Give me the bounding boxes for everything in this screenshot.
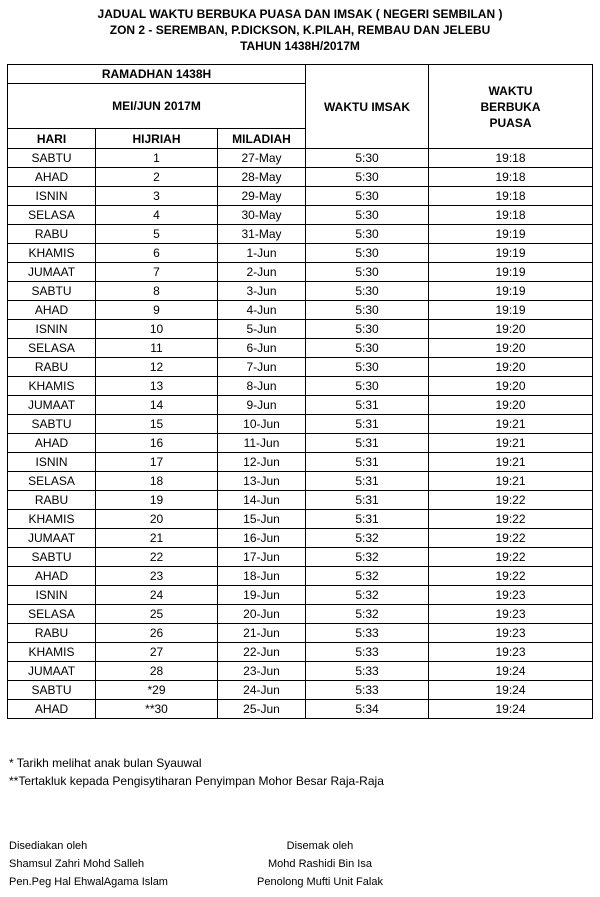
prepared-label: Disediakan oleh xyxy=(9,840,88,852)
table-row xyxy=(8,168,593,187)
berbuka-cell: 19:20 xyxy=(429,339,593,358)
berbuka-cell: 19:19 xyxy=(429,263,593,282)
hijriah-cell: 13 xyxy=(96,377,218,396)
imsak-cell: 5:30 xyxy=(306,282,429,301)
hari-cell: AHAD xyxy=(8,301,96,320)
hari-cell: AHAD xyxy=(8,700,96,719)
table-row xyxy=(8,415,593,434)
miladiah-cell: 28-May xyxy=(218,168,306,187)
miladiah-cell: 7-Jun xyxy=(218,358,306,377)
hijriah-cell: 16 xyxy=(96,434,218,453)
miladiah-cell: 27-May xyxy=(218,149,306,168)
hari-cell: JUMAAT xyxy=(8,263,96,282)
miladiah-cell: 4-Jun xyxy=(218,301,306,320)
table-row xyxy=(8,700,593,719)
miladiah-cell: 19-Jun xyxy=(218,586,306,605)
berbuka-cell: 19:21 xyxy=(429,434,593,453)
berbuka-header-label: WAKTU BERBUKA PUASA xyxy=(480,83,541,130)
table-row xyxy=(8,225,593,244)
prepared-name: Shamsul Zahri Mohd Salleh xyxy=(9,858,145,870)
imsak-cell: 5:30 xyxy=(306,377,429,396)
hari-cell: SABTU xyxy=(8,681,96,700)
table-row xyxy=(8,605,593,624)
miladiah-cell: 15-Jun xyxy=(218,510,306,529)
hari-cell: ISNIN xyxy=(8,586,96,605)
imsak-cell: 5:30 xyxy=(306,301,429,320)
miladiah-cell: 16-Jun xyxy=(218,529,306,548)
hijriah-cell: 10 xyxy=(96,320,218,339)
miladiah-cell: 30-May xyxy=(218,206,306,225)
table-row xyxy=(8,339,593,358)
hari-cell: SABTU xyxy=(8,282,96,301)
table-row xyxy=(8,548,593,567)
miladiah-cell: 21-Jun xyxy=(218,624,306,643)
miladiah-cell: 11-Jun xyxy=(218,434,306,453)
hijriah-cell: 24 xyxy=(96,586,218,605)
miladiah-cell: 9-Jun xyxy=(218,396,306,415)
miladiah-cell: 20-Jun xyxy=(218,605,306,624)
hari-cell: AHAD xyxy=(8,434,96,453)
prepared-by-block xyxy=(9,837,168,891)
table-row xyxy=(8,434,593,453)
berbuka-cell: 19:24 xyxy=(429,681,593,700)
hari-cell: SABTU xyxy=(8,149,96,168)
berbuka-cell: 19:18 xyxy=(429,206,593,225)
hijriah-cell: 22 xyxy=(96,548,218,567)
miladiah-cell: 31-May xyxy=(218,225,306,244)
hari-cell: ISNIN xyxy=(8,320,96,339)
berbuka-cell: 19:23 xyxy=(429,624,593,643)
footnote-1: * Tarikh melihat anak bulan Syauwal xyxy=(9,756,202,770)
table-row xyxy=(8,586,593,605)
hari-cell: JUMAAT xyxy=(8,529,96,548)
hari-cell: KHAMIS xyxy=(8,377,96,396)
hijriah-cell: 27 xyxy=(96,643,218,662)
hari-cell: RABU xyxy=(8,624,96,643)
table-row xyxy=(8,320,593,339)
berbuka-cell: 19:21 xyxy=(429,415,593,434)
hari-cell: RABU xyxy=(8,491,96,510)
hijriah-cell: 11 xyxy=(96,339,218,358)
imsak-cell: 5:31 xyxy=(306,491,429,510)
imsak-cell: 5:32 xyxy=(306,567,429,586)
miladiah-cell: 14-Jun xyxy=(218,491,306,510)
hari-cell: AHAD xyxy=(8,567,96,586)
berbuka-cell: 19:22 xyxy=(429,510,593,529)
hari-header: HARI xyxy=(8,129,96,149)
hijriah-cell: 19 xyxy=(96,491,218,510)
imsak-cell: 5:30 xyxy=(306,339,429,358)
table-row xyxy=(8,624,593,643)
footnote-2: **Tertakluk kepada Pengisytiharan Penyimpan Mohor Besar Raja-Raja xyxy=(9,774,384,788)
table-row xyxy=(8,358,593,377)
miladiah-cell: 1-Jun xyxy=(218,244,306,263)
imsak-cell: 5:30 xyxy=(306,263,429,282)
hari-cell: KHAMIS xyxy=(8,244,96,263)
hari-cell: RABU xyxy=(8,225,96,244)
imsak-cell: 5:31 xyxy=(306,510,429,529)
hari-cell: AHAD xyxy=(8,168,96,187)
table-row xyxy=(8,244,593,263)
imsak-cell: 5:31 xyxy=(306,453,429,472)
imsak-cell: 5:32 xyxy=(306,529,429,548)
hijriah-cell: 7 xyxy=(96,263,218,282)
berbuka-cell: 19:23 xyxy=(429,586,593,605)
hijriah-cell: 28 xyxy=(96,662,218,681)
table-row xyxy=(8,567,593,586)
hari-cell: JUMAAT xyxy=(8,396,96,415)
checked-by-block xyxy=(257,837,383,891)
hijriah-cell: 12 xyxy=(96,358,218,377)
imsak-cell: 5:30 xyxy=(306,225,429,244)
hari-cell: ISNIN xyxy=(8,187,96,206)
hari-cell: SABTU xyxy=(8,548,96,567)
hijriah-cell: 25 xyxy=(96,605,218,624)
hari-cell: RABU xyxy=(8,358,96,377)
hijriah-cell: 9 xyxy=(96,301,218,320)
month-header: MEI/JUN 2017M xyxy=(8,84,306,129)
imsak-cell: 5:30 xyxy=(306,206,429,225)
imsak-cell: 5:30 xyxy=(306,320,429,339)
hijriah-cell: 26 xyxy=(96,624,218,643)
imsak-header: WAKTU IMSAK xyxy=(306,65,429,149)
table-row xyxy=(8,453,593,472)
berbuka-cell: 19:19 xyxy=(429,244,593,263)
hijriah-cell: 8 xyxy=(96,282,218,301)
hari-cell: SABTU xyxy=(8,415,96,434)
title-line-1: JADUAL WAKTU BERBUKA PUASA DAN IMSAK ( NEGERI SEMBILAN ) xyxy=(97,7,503,21)
schedule-body xyxy=(8,149,593,719)
imsak-cell: 5:33 xyxy=(306,643,429,662)
berbuka-header xyxy=(429,65,593,149)
miladiah-cell: 24-Jun xyxy=(218,681,306,700)
miladiah-header: MILADIAH xyxy=(218,129,306,149)
hari-cell: JUMAAT xyxy=(8,662,96,681)
hari-cell: SELASA xyxy=(8,605,96,624)
miladiah-cell: 13-Jun xyxy=(218,472,306,491)
imsak-cell: 5:30 xyxy=(306,187,429,206)
berbuka-cell: 19:23 xyxy=(429,643,593,662)
berbuka-cell: 19:22 xyxy=(429,491,593,510)
imsak-cell: 5:30 xyxy=(306,358,429,377)
imsak-cell: 5:31 xyxy=(306,472,429,491)
miladiah-cell: 8-Jun xyxy=(218,377,306,396)
berbuka-cell: 19:24 xyxy=(429,700,593,719)
berbuka-cell: 19:19 xyxy=(429,301,593,320)
miladiah-cell: 22-Jun xyxy=(218,643,306,662)
berbuka-cell: 19:19 xyxy=(429,225,593,244)
table-row xyxy=(8,301,593,320)
imsak-cell: 5:34 xyxy=(306,700,429,719)
hijriah-cell: 6 xyxy=(96,244,218,263)
miladiah-cell: 5-Jun xyxy=(218,320,306,339)
schedule-table xyxy=(7,64,593,719)
miladiah-cell: 17-Jun xyxy=(218,548,306,567)
ramadhan-header: RAMADHAN 1438H xyxy=(8,65,306,84)
miladiah-cell: 2-Jun xyxy=(218,263,306,282)
table-row xyxy=(8,187,593,206)
footnotes xyxy=(9,754,384,790)
hijriah-cell: 23 xyxy=(96,567,218,586)
berbuka-cell: 19:21 xyxy=(429,453,593,472)
hijriah-cell: 1 xyxy=(96,149,218,168)
title-line-3: TAHUN 1438H/2017M xyxy=(240,39,360,53)
hari-cell: KHAMIS xyxy=(8,643,96,662)
table-row xyxy=(8,491,593,510)
berbuka-cell: 19:19 xyxy=(429,282,593,301)
table-row xyxy=(8,662,593,681)
table-row xyxy=(8,396,593,415)
miladiah-cell: 6-Jun xyxy=(218,339,306,358)
hijriah-cell: 20 xyxy=(96,510,218,529)
berbuka-cell: 19:18 xyxy=(429,168,593,187)
imsak-cell: 5:33 xyxy=(306,681,429,700)
imsak-cell: 5:30 xyxy=(306,149,429,168)
berbuka-cell: 19:20 xyxy=(429,358,593,377)
imsak-cell: 5:31 xyxy=(306,434,429,453)
table-row xyxy=(8,510,593,529)
hijriah-cell: 17 xyxy=(96,453,218,472)
hijriah-header: HIJRIAH xyxy=(96,129,218,149)
hijriah-cell: 4 xyxy=(96,206,218,225)
table-row xyxy=(8,206,593,225)
berbuka-cell: 19:18 xyxy=(429,149,593,168)
miladiah-cell: 18-Jun xyxy=(218,567,306,586)
berbuka-cell: 19:20 xyxy=(429,396,593,415)
table-row xyxy=(8,282,593,301)
hijriah-cell: 15 xyxy=(96,415,218,434)
hari-cell: KHAMIS xyxy=(8,510,96,529)
miladiah-cell: 3-Jun xyxy=(218,282,306,301)
document-title xyxy=(0,6,600,54)
table-row xyxy=(8,149,593,168)
hari-cell: SELASA xyxy=(8,339,96,358)
berbuka-cell: 19:22 xyxy=(429,529,593,548)
miladiah-cell: 23-Jun xyxy=(218,662,306,681)
hijriah-cell: 21 xyxy=(96,529,218,548)
berbuka-cell: 19:22 xyxy=(429,567,593,586)
imsak-cell: 5:33 xyxy=(306,662,429,681)
berbuka-cell: 19:21 xyxy=(429,472,593,491)
imsak-cell: 5:30 xyxy=(306,168,429,187)
table-row xyxy=(8,643,593,662)
imsak-cell: 5:32 xyxy=(306,605,429,624)
berbuka-cell: 19:18 xyxy=(429,187,593,206)
hijriah-cell: 14 xyxy=(96,396,218,415)
table-row xyxy=(8,529,593,548)
miladiah-cell: 29-May xyxy=(218,187,306,206)
imsak-cell: 5:31 xyxy=(306,396,429,415)
berbuka-cell: 19:24 xyxy=(429,662,593,681)
table-row xyxy=(8,377,593,396)
table-row xyxy=(8,472,593,491)
berbuka-cell: 19:20 xyxy=(429,377,593,396)
berbuka-cell: 19:23 xyxy=(429,605,593,624)
table-row xyxy=(8,263,593,282)
table-row xyxy=(8,681,593,700)
berbuka-cell: 19:22 xyxy=(429,548,593,567)
imsak-cell: 5:31 xyxy=(306,415,429,434)
hijriah-cell: 3 xyxy=(96,187,218,206)
title-line-2: ZON 2 - SEREMBAN, P.DICKSON, K.PILAH, REMBAU DAN JELEBU xyxy=(109,23,491,37)
checked-name: Mohd Rashidi Bin Isa xyxy=(268,858,372,870)
hijriah-cell: **30 xyxy=(96,700,218,719)
miladiah-cell: 25-Jun xyxy=(218,700,306,719)
checked-title: Penolong Mufti Unit Falak xyxy=(257,876,383,888)
hari-cell: ISNIN xyxy=(8,453,96,472)
imsak-cell: 5:32 xyxy=(306,586,429,605)
checked-label: Disemak oleh xyxy=(286,840,354,852)
hijriah-cell: *29 xyxy=(96,681,218,700)
hijriah-cell: 2 xyxy=(96,168,218,187)
hari-cell: SELASA xyxy=(8,472,96,491)
imsak-cell: 5:32 xyxy=(306,548,429,567)
hijriah-cell: 5 xyxy=(96,225,218,244)
miladiah-cell: 10-Jun xyxy=(218,415,306,434)
berbuka-cell: 19:20 xyxy=(429,320,593,339)
hijriah-cell: 18 xyxy=(96,472,218,491)
imsak-cell: 5:30 xyxy=(306,244,429,263)
hari-cell: SELASA xyxy=(8,206,96,225)
prepared-title: Pen.Peg Hal EhwalAgama Islam xyxy=(9,876,168,888)
miladiah-cell: 12-Jun xyxy=(218,453,306,472)
imsak-cell: 5:33 xyxy=(306,624,429,643)
